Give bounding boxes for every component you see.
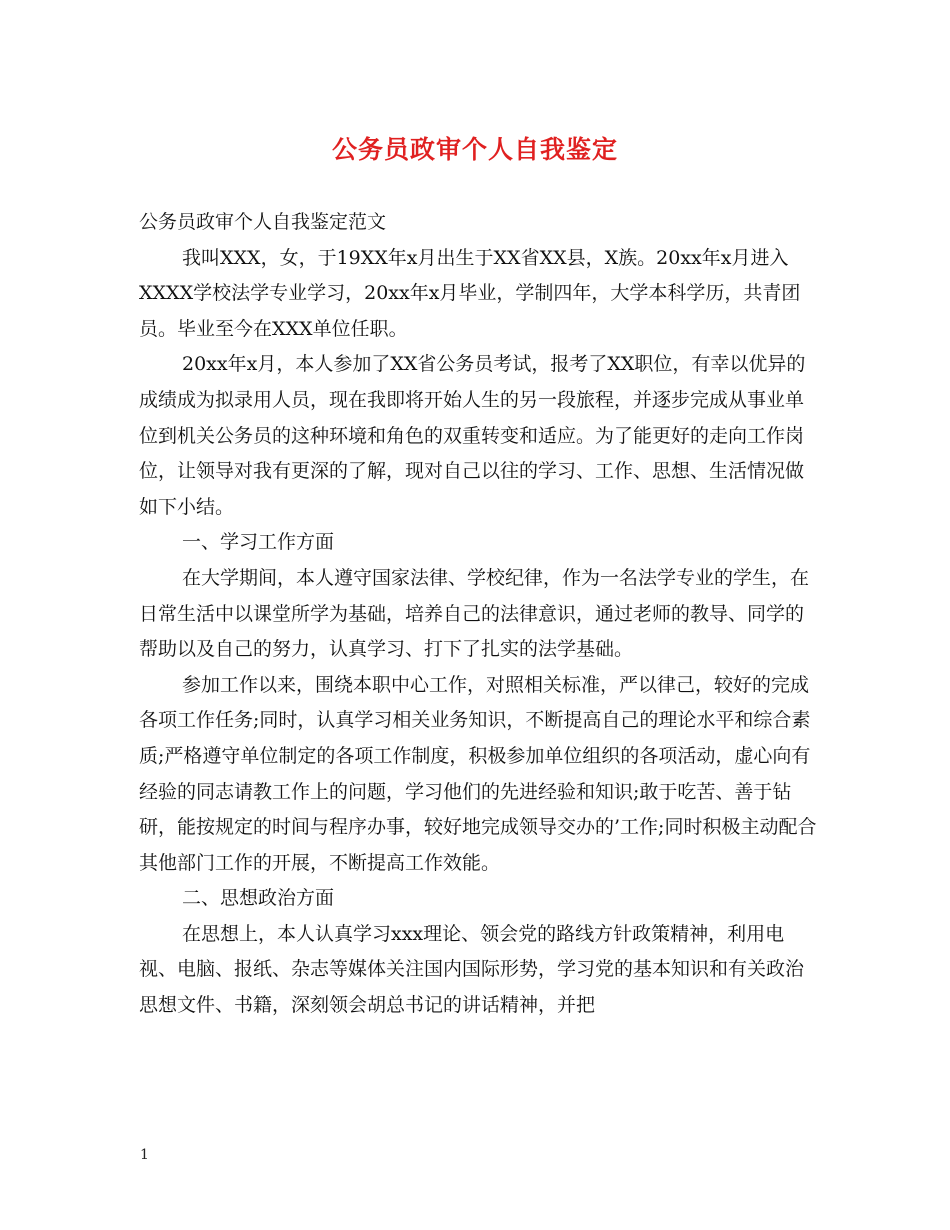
paragraph-personal-info: 我叫XXX，女，于19XX年x月出生于XX省XX县，X族。20xx年x月进入XXXX学校法学专业学习，20xx年x月毕业，学制四年，大学本科学历，共青团员。毕业至今在XXX单位任职。 [139,246,801,340]
document-body [139,205,819,1024]
paragraph-university: 在大学期间，本人遵守国家法律、学校纪律，作为一名法学专业的学生，在日常生活中以课堂所学为基础，培养自己的法律意识，通过老师的教导、同学的帮助以及自己的努力，认真学习、打下了扎实的法学基础。 [139,566,810,661]
paragraph-work: 参加工作以来，围绕本职中心工作，对照相关标准，严以律己，较好的完成各项工作任务;同时，认真学习相关业务知识，不断提高自己的理论水平和综合素质;严格遵守单位制定的各项工作制度，积极参加单位组织的各项活动，虚心向有经验的同志请教工作上的问题，学习他们的先进经验和知识;敢于吃苦、善于钻研，能按规定的时间与程序办事，较好地完成领导交办的’工作;同时积极主动配合其他部门工作的开展，不断提高工作效能。 [139,673,817,874]
page-number: 1 [140,1147,149,1163]
section-heading-political: 二、思想政治方面 [182,887,335,910]
section-heading-study-work: 一、学习工作方面 [182,531,335,554]
paragraph-subtitle: 公务员政审个人自我鉴定范文 [139,211,387,233]
document-title: 公务员政审个人自我鉴定 [331,135,618,164]
paragraph-exam-intro: 20xx年x月，本人参加了XX省公务员考试，报考了XX职位，有幸以优异的成绩成为拟录用人员，现在我即将开始人生的另一段旅程，并逐步完成从事业单位到机关公务员的这种环境和角色的双重转变和适应。为了能更好的走向工作岗位，让领导对我有更深的了解，现对自己以往的学习、工作、思想、生活情况做如下小结。 [139,353,806,518]
paragraph-thought: 在思想上，本人认真学习xxx理论、领会党的路线方针政策精神，利用电视、电脑、报纸、杂志等媒体关注国内国际形势，学习党的基本知识和有关政治思想文件、书籍，深刻领会胡总书记的讲话精神，并把 [139,922,805,1017]
